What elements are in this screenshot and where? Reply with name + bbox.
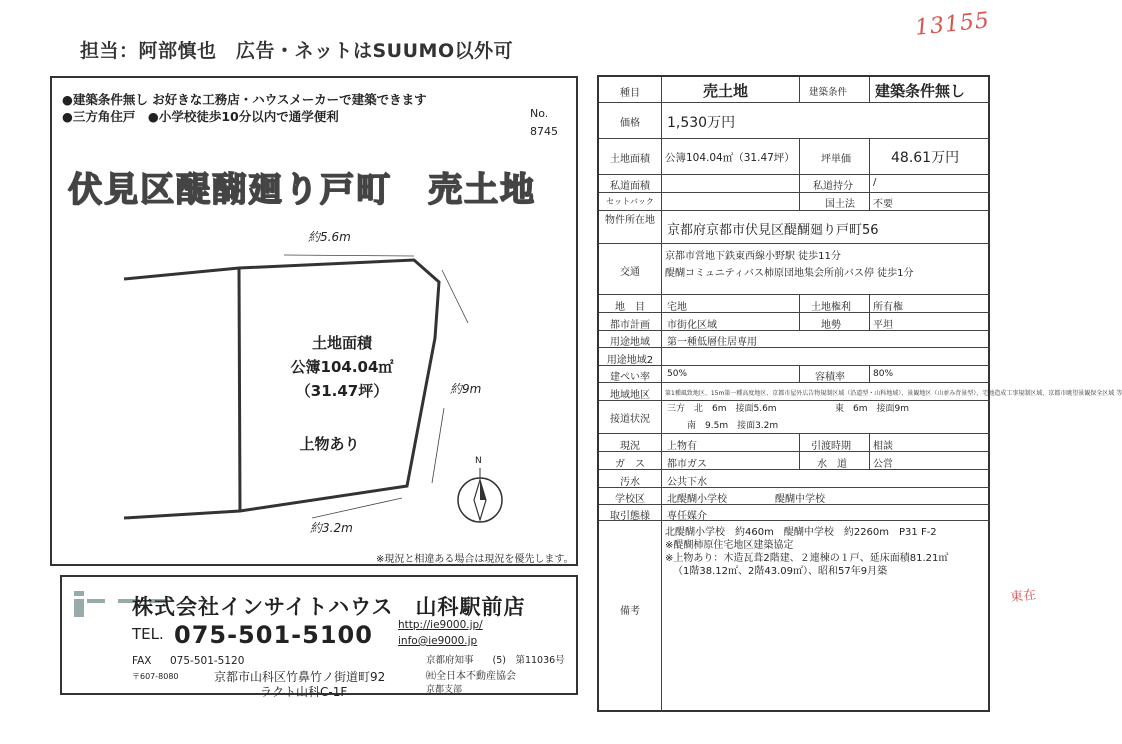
compass-icon (458, 468, 502, 522)
value-condition: 建築条件無し (875, 82, 966, 100)
value-status: 上物有 (667, 441, 697, 452)
label-deal: 取引態様 (610, 511, 650, 522)
dim-line-right-lower (432, 408, 444, 483)
feature-line-1: ●建築条件無し お好きな工務店・ハウスメーカーで建築できます (62, 92, 427, 107)
label-far: 容積率 (815, 372, 845, 383)
company-email[interactable]: info@ie9000.jp (398, 635, 478, 647)
label-condition: 建築条件 (809, 87, 848, 98)
value-remarks-2: ※醍醐柿原住宅地区建築協定 (665, 540, 794, 551)
value-district: 第1種風致地区、15m第一種高度地区、京都市屋外広告物規制区域（沿道型・山科地域）、景観地区（山並み背景型）、宅地造成工事規制区域、京都市眺望景観保全区域 等 (665, 390, 1122, 397)
building-note: 上物あり (299, 435, 360, 453)
dim-top-label: 約5.6m (308, 230, 351, 244)
dim-line-bottom (312, 498, 402, 518)
label-district: 地域地区 (610, 390, 650, 401)
value-unit-price: 48.61万円 (891, 150, 960, 166)
value-city-plan: 市街化区域 (667, 320, 717, 331)
value-road-line-1: 三方 北 6m 接面5.6m (667, 404, 777, 414)
fax-label: FAX (132, 655, 152, 667)
value-location: 京都府京都市伏見区醍醐廻り戸町56 (667, 223, 879, 238)
label-land-rights: 土地権利 (811, 302, 851, 313)
label-school: 学校区 (615, 494, 645, 505)
label-zoning2: 用途地域2 (606, 355, 654, 366)
disclaimer: ※現況と相違ある場合は現況を優先します。 (376, 554, 574, 565)
label-status: 現況 (620, 441, 640, 452)
value-remarks-1: 北醍醐小学校 約460m 醍醐中学校 約2260m P31 F-2 (665, 527, 937, 538)
value-private-road-share: / (873, 177, 877, 188)
tel-label: TEL. (132, 625, 164, 643)
value-land-type: 宅地 (667, 302, 687, 313)
value-land-rights: 所有権 (873, 302, 903, 313)
handwritten-stamp: 東在 (1009, 587, 1037, 606)
value-road-line-3: 南 9.5m 接面3.2m (687, 421, 779, 431)
label-setback: セットバック (606, 197, 654, 206)
compass-label: N (475, 456, 482, 466)
value-transport-1: 京都市営地下鉄東西線小野駅 徒歩11分 (665, 251, 841, 262)
postal-code: 〒607-8080 (132, 672, 179, 681)
value-remarks-4: （1階38.12㎡、2階43.09㎡）、昭和57年9月築 (673, 566, 888, 577)
company-name: 株式会社インサイトハウス 山科駅前店 (132, 595, 526, 619)
property-flyer (50, 76, 578, 566)
label-private-road-area: 私道面積 (610, 181, 650, 192)
label-price: 価格 (620, 118, 640, 129)
agent-header: 担当：阿部慎也 広告・ネットはSUUMO以外可 (80, 40, 514, 62)
value-transport-2: 醍醐コミュニティバス柿原団地集会所前バス停 徒歩1分 (665, 268, 914, 279)
label-handover: 引渡時期 (811, 441, 851, 452)
value-coverage: 50% (667, 369, 688, 379)
dim-right-label: 約9m (450, 382, 482, 396)
value-water: 公営 (873, 459, 893, 470)
dim-bottom-label: 約3.2m (310, 521, 353, 535)
land-area-value: 公簿104.04㎡ (290, 358, 394, 376)
label-gas: ガ ス (615, 459, 645, 470)
value-category: 売土地 (703, 82, 749, 100)
feature-line-2: ●三方角住戸 ●小学校徒歩10分以内で通学便利 (62, 109, 339, 124)
value-school-elementary: 北醍醐小学校 (667, 494, 727, 505)
label-location: 物件所在地 (605, 215, 655, 226)
label-remarks: 備考 (620, 606, 640, 617)
value-terrain: 平坦 (873, 320, 893, 331)
dim-line-top (284, 255, 414, 256)
value-price: 1,530万円 (667, 115, 736, 131)
value-remarks-3: ※上物あり：木造瓦葺2階建、２連棟の１戸、延床面積81.21㎡ (665, 553, 949, 564)
label-water: 水 道 (817, 459, 847, 470)
label-zoning: 用途地域 (610, 337, 650, 348)
doc-no-label: No. (530, 107, 549, 120)
value-land-area: 公簿104.04㎡（31.47坪） (665, 152, 795, 164)
fax-number: 075-501-5120 (170, 655, 245, 667)
handwritten-number: 13155 (913, 8, 992, 41)
company-url[interactable]: http://ie9000.jp/ (398, 619, 483, 631)
label-coverage: 建ぺい率 (610, 372, 650, 383)
value-zoning: 第一種低層住居専用 (667, 337, 757, 348)
label-terrain: 地勢 (821, 320, 841, 331)
value-handover: 相談 (873, 441, 893, 452)
label-sewage: 汚水 (620, 477, 640, 488)
neighbor-boundary (239, 268, 240, 511)
label-category: 種目 (620, 88, 640, 99)
land-area-heading: 土地面積 (311, 334, 372, 352)
label-private-road-share: 私道持分 (813, 181, 853, 192)
value-national-land-law: 不要 (873, 199, 893, 210)
license-number: 京都府知事 (5) 第11036号 (426, 655, 565, 666)
flyer-title: 伏見区醍醐廻り戸町 売土地 (68, 170, 536, 210)
label-road: 接道状況 (610, 414, 650, 425)
label-national-land-law: 国土法 (825, 199, 855, 210)
label-transport: 交通 (620, 267, 640, 278)
association: ㈳全日本不動産協会 (426, 671, 516, 682)
company-info (60, 575, 578, 699)
lot-plan-diagram (52, 78, 576, 564)
value-far: 80% (873, 369, 894, 379)
association-branch: 京都支部 (426, 685, 463, 695)
value-road-line-2: 東 6m 接面9m (835, 404, 909, 414)
label-city-plan: 都市計画 (610, 320, 650, 331)
value-sewage: 公共下水 (667, 477, 707, 488)
value-deal: 専任媒介 (667, 511, 707, 522)
doc-no: 8745 (530, 125, 558, 138)
value-gas: 都市ガス (667, 459, 707, 470)
address-line-1: 京都市山科区竹鼻竹ノ街道町92 (214, 670, 386, 684)
label-land-area: 土地面積 (610, 154, 650, 165)
address-line-2: ラクト山科C-1F (260, 685, 348, 699)
label-unit-price: 坪単価 (821, 154, 851, 165)
dim-line-right-upper (442, 270, 468, 323)
land-area-tsubo: （31.47坪） (295, 382, 389, 400)
label-land-type: 地 目 (615, 302, 645, 313)
tel-number: 075-501-5100 (174, 621, 373, 649)
value-school-junior-high: 醍醐中学校 (775, 494, 825, 505)
